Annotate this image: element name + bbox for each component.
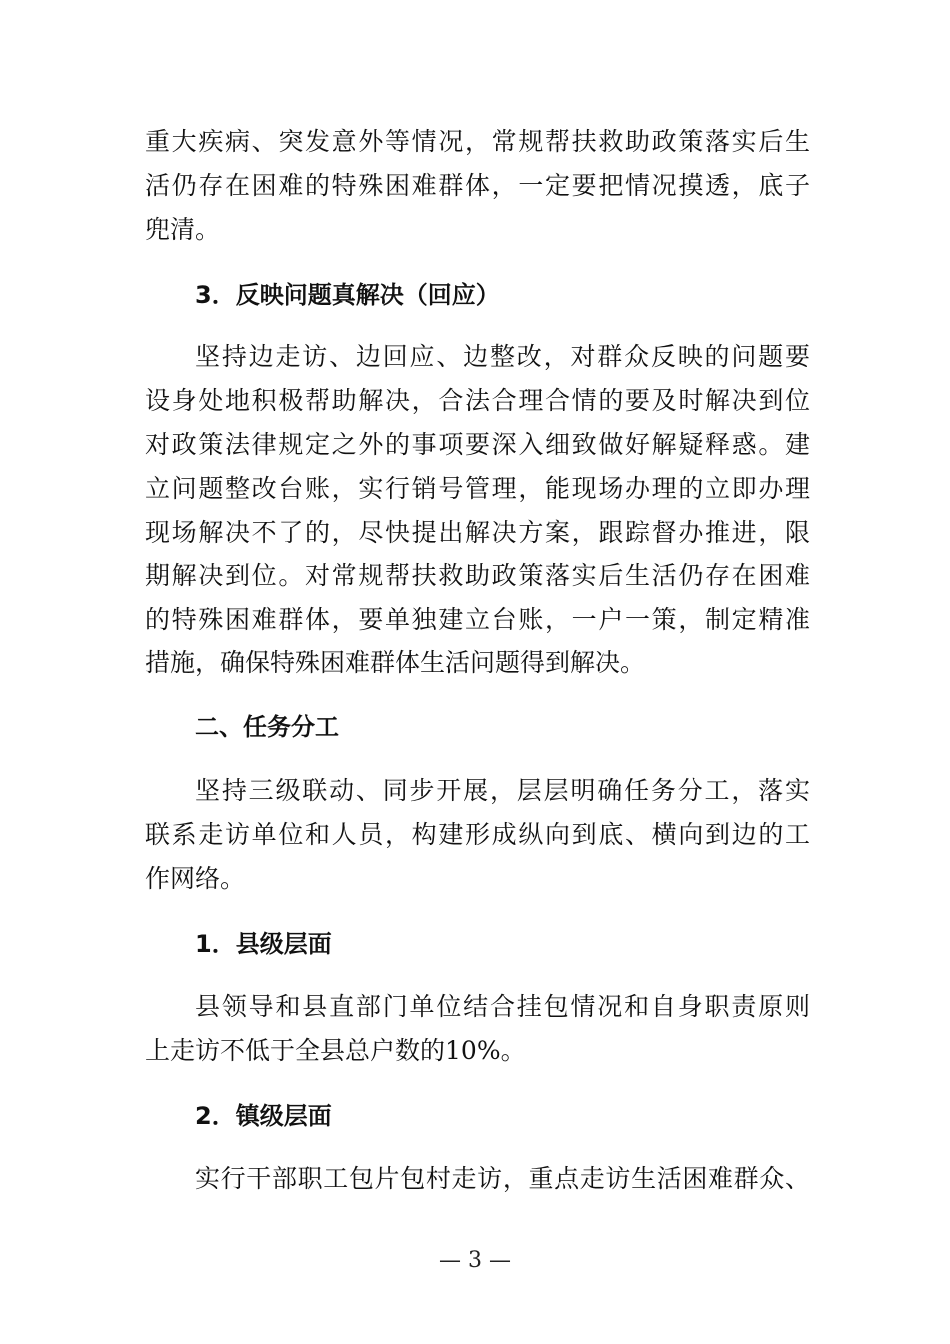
paragraph-line: 重大疾病、突发意外等情况，常规帮扶救助政策落实后生 [145,127,810,156]
paragraph-line: 措施，确保特殊困难群体生活问题得到解决。 [145,648,646,677]
paragraph-line: 活仍存在困难的特殊困难群体，一定要把情况摸透，底子 [145,171,810,200]
paragraph-line: 作网络。 [145,864,246,893]
subsection-heading: 3．反映问题真解决（回应） [195,281,500,309]
paragraph-line: 联系走访单位和人员，构建形成纵向到底、横向到边的工 [145,820,810,849]
paragraph-line: 县领导和县直部门单位结合挂包情况和自身职责原则 [195,992,810,1021]
paragraph-line: 现场解决不了的，尽快提出解决方案，跟踪督办推进，限 [145,518,810,547]
paragraph-line: 坚持边走访、边回应、边整改，对群众反映的问题要 [195,342,810,371]
paragraph-line: 上走访不低于全县总户数的10%。 [145,1036,526,1065]
page-number: — 3 — [439,1248,511,1273]
section-heading: 二、任务分工 [195,713,339,741]
paragraph-line: 对政策法律规定之外的事项要深入细致做好解疑释惑。建 [145,430,810,459]
subsection-heading: 2．镇级层面 [195,1102,332,1130]
paragraph-line: 立问题整改台账，实行销号管理，能现场办理的立即办理 [145,474,810,503]
paragraph-line: 的特殊困难群体，要单独建立台账，一户一策，制定精准 [145,605,810,634]
paragraph-line: 坚持三级联动、同步开展，层层明确任务分工，落实 [195,776,810,805]
paragraph-line: 期解决到位。对常规帮扶救助政策落实后生活仍存在困难 [145,561,810,590]
paragraph-line: 实行干部职工包片包村走访，重点走访生活困难群众、 [195,1164,810,1193]
paragraph-line: 兜清。 [145,215,221,244]
subsection-heading: 1．县级层面 [195,930,332,958]
paragraph-line: 设身处地积极帮助解决，合法合理合情的要及时解决到位 [145,386,810,415]
